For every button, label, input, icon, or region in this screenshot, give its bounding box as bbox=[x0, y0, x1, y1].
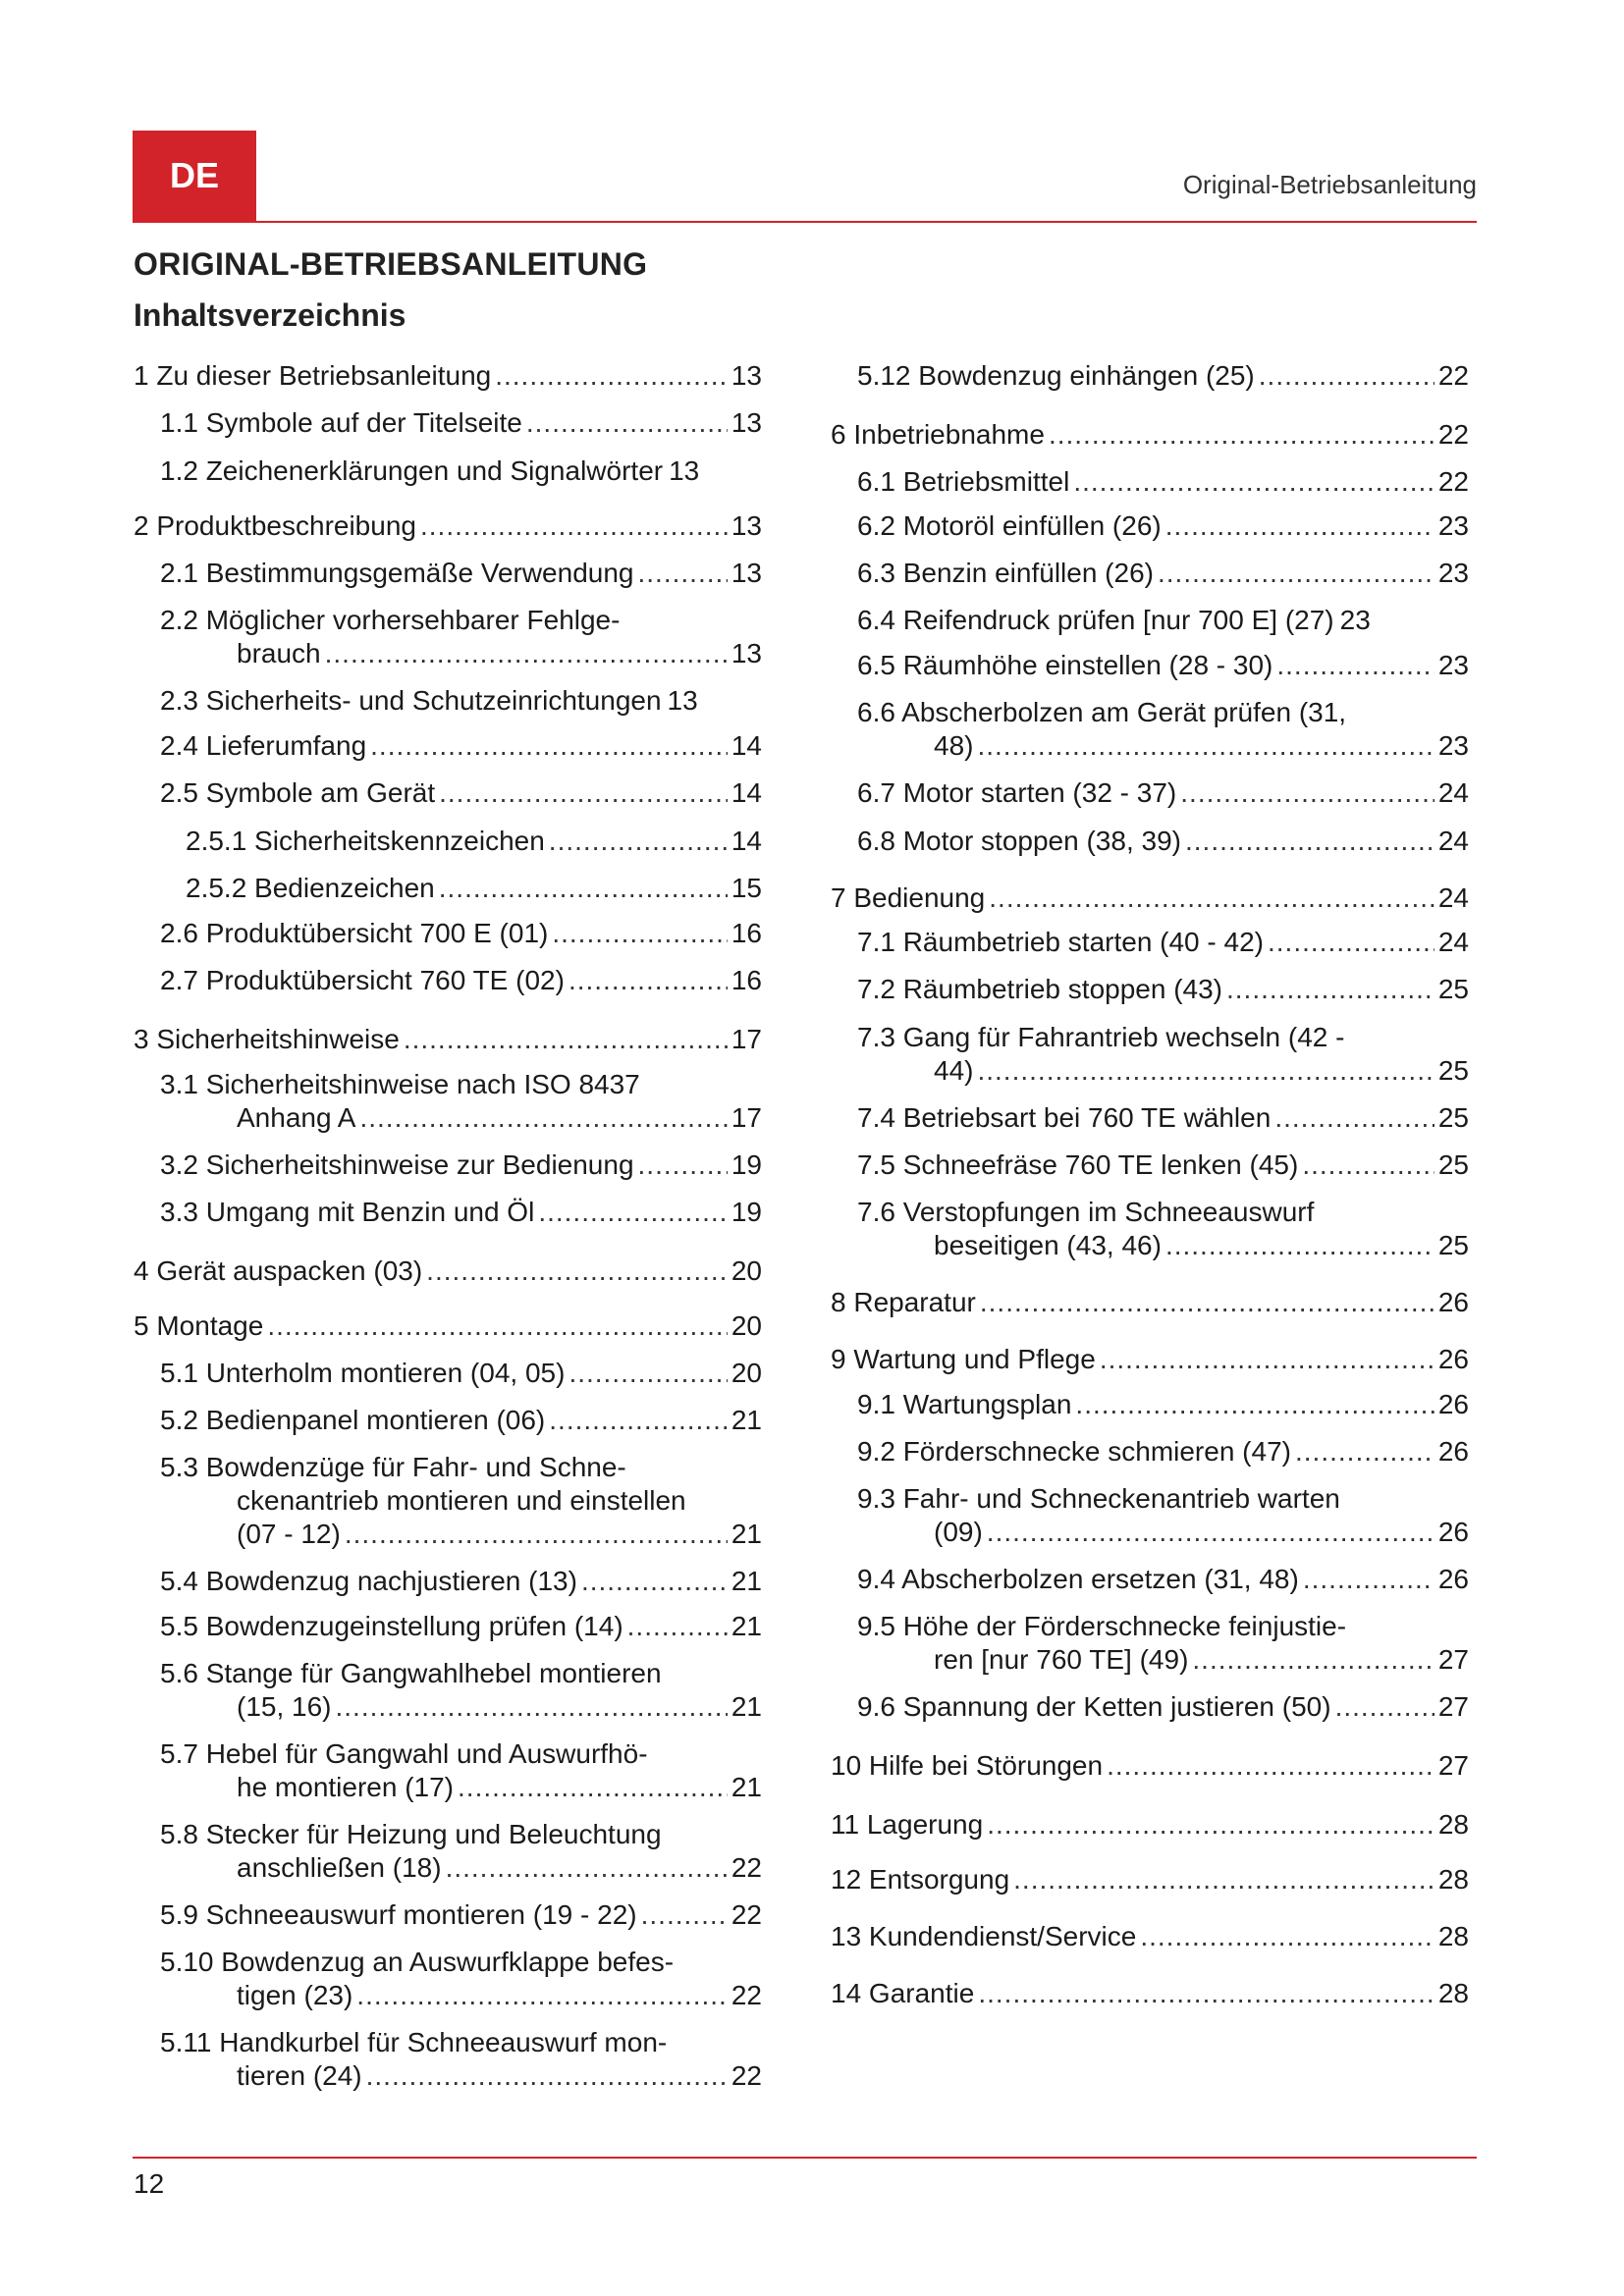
toc-entry[interactable]: 2.7 Produktübersicht 760 TE (02) ..... 16 bbox=[134, 964, 762, 997]
toc-entry[interactable]: 2.3 Sicherheits- und Schutzeinrichtungen 13 bbox=[160, 685, 698, 716]
toc-entry[interactable]: 2.2 Möglicher vorhersehbarer Fehlge- brauch ..... 13 bbox=[134, 604, 762, 670]
toc-entry[interactable]: 7.6 Verstopfungen im Schneeauswurf beseitigen (43, 46) ..... 25 bbox=[831, 1196, 1469, 1262]
toc-entry[interactable]: 7.2 Räumbetrieb stoppen (43) ..... 25 bbox=[831, 973, 1469, 1006]
toc-entry[interactable]: 11 Lagerung ..... 28 bbox=[831, 1808, 1469, 1842]
toc-entry[interactable]: 9.3 Fahr- und Schneckenantrieb warten (09) ..... 26 bbox=[831, 1482, 1469, 1549]
toc-entry[interactable]: 10 Hilfe bei Störungen ..... 27 bbox=[831, 1749, 1469, 1783]
page-number: 12 bbox=[134, 2168, 165, 2199]
toc-entry[interactable]: 5.10 Bowdenzug an Auswurfklappe befes- tigen (23) ..... 22 bbox=[134, 1946, 762, 2012]
toc-entry[interactable]: 13 Kundendienst/Service ..... 28 bbox=[831, 1920, 1469, 1953]
toc-entry[interactable]: 2.5 Symbole am Gerät ..... 14 bbox=[134, 776, 762, 810]
document-title: ORIGINAL-BETRIEBSANLEITUNG bbox=[134, 246, 648, 282]
toc-entry[interactable]: 9.5 Höhe der Förderschnecke feinjustie- ren [nur 760 TE] (49) ..... 27 bbox=[831, 1610, 1469, 1677]
toc-entry[interactable]: 9.4 Abscherbolzen ersetzen (31, 48) ..... 26 bbox=[831, 1563, 1469, 1596]
toc-entry[interactable]: 3.2 Sicherheitshinweise zur Bedienung ..... 19 bbox=[134, 1148, 762, 1182]
toc-entry[interactable]: 5.12 Bowdenzug einhängen (25) ..... 22 bbox=[831, 359, 1469, 393]
toc-entry[interactable]: 5.7 Hebel für Gangwahl und Auswurfhö- he montieren (17) ..... 21 bbox=[134, 1737, 762, 1804]
toc-entry[interactable]: 2.4 Lieferumfang ..... 14 bbox=[134, 729, 762, 763]
toc-entry[interactable]: 7.3 Gang für Fahrantrieb wechseln (42 - 44) ..... 25 bbox=[831, 1021, 1469, 1088]
toc-entry[interactable]: 6.2 Motoröl einfüllen (26) ..... 23 bbox=[831, 509, 1469, 543]
header-rule bbox=[133, 221, 1477, 223]
toc-entry[interactable]: 14 Garantie ..... 28 bbox=[831, 1977, 1469, 2010]
toc-entry[interactable]: 5.9 Schneeauswurf montieren (19 - 22) ..... 22 bbox=[134, 1898, 762, 1932]
toc-entry[interactable]: 9 Wartung und Pflege ..... 26 bbox=[831, 1343, 1469, 1376]
toc-entry[interactable]: 9.6 Spannung der Ketten justieren (50) ..... 27 bbox=[831, 1690, 1469, 1724]
toc-entry[interactable]: 6.3 Benzin einfüllen (26) ..... 23 bbox=[831, 557, 1469, 590]
toc-entry[interactable]: 6.6 Abscherbolzen am Gerät prüfen (31, 48) ..... 23 bbox=[831, 696, 1469, 763]
toc-entry[interactable]: 1.2 Zeichenerklärungen und Signalwörter 13 bbox=[160, 455, 700, 486]
toc-heading: Inhaltsverzeichnis bbox=[134, 297, 406, 333]
header-title: Original-Betriebsanleitung bbox=[1182, 170, 1477, 199]
toc-entry[interactable]: 5.6 Stange für Gangwahlhebel montieren (15, 16) ..... 21 bbox=[134, 1657, 762, 1724]
toc-entry[interactable]: 2.5.2 Bedienzeichen ..... 15 bbox=[134, 872, 762, 905]
toc-entry[interactable]: 9.1 Wartungsplan ..... 26 bbox=[831, 1388, 1469, 1421]
toc-entry[interactable]: 7.4 Betriebsart bei 760 TE wählen ..... 25 bbox=[831, 1101, 1469, 1135]
language-badge bbox=[133, 131, 256, 221]
footer-rule bbox=[133, 2157, 1477, 2159]
toc-entry[interactable]: 7 Bedienung ..... 24 bbox=[831, 881, 1469, 915]
toc-entry[interactable]: 5.4 Bowdenzug nachjustieren (13) ..... 21 bbox=[134, 1565, 762, 1598]
toc-entry[interactable]: 2.5.1 Sicherheitskennzeichen ..... 14 bbox=[134, 825, 762, 858]
toc-entry[interactable]: 12 Entsorgung ..... 28 bbox=[831, 1863, 1469, 1896]
toc-entry[interactable]: 5.3 Bowdenzüge für Fahr- und Schne- ckenantrieb montieren und einstellen (07 - 12) ..... 21 bbox=[134, 1451, 762, 1551]
toc-entry[interactable]: 5.2 Bedienpanel montieren (06) ..... 21 bbox=[134, 1404, 762, 1437]
toc-entry[interactable]: 3.1 Sicherheitshinweise nach ISO 8437 Anhang A ..... 17 bbox=[134, 1068, 762, 1135]
toc-entry[interactable]: 3.3 Umgang mit Benzin und Öl ..... 19 bbox=[134, 1196, 762, 1229]
toc-entry[interactable]: 2.1 Bestimmungsgemäße Verwendung ..... 13 bbox=[134, 557, 762, 590]
toc-entry[interactable]: 4 Gerät auspacken (03) ..... 20 bbox=[134, 1255, 762, 1288]
toc-entry[interactable]: 5 Montage ..... 20 bbox=[134, 1309, 762, 1343]
toc-entry[interactable]: 6.5 Räumhöhe einstellen (28 - 30) ..... 23 bbox=[831, 649, 1469, 682]
toc-entry[interactable]: 6.8 Motor stoppen (38, 39) ..... 24 bbox=[831, 825, 1469, 858]
toc-entry[interactable]: 1.1 Symbole auf der Titelseite ..... 13 bbox=[134, 406, 762, 440]
toc-entry[interactable]: 5.1 Unterholm montieren (04, 05) ..... 20 bbox=[134, 1357, 762, 1390]
toc-entry[interactable]: 5.11 Handkurbel für Schneeauswurf mon- tieren (24) ..... 22 bbox=[134, 2026, 762, 2093]
toc-entry[interactable]: 6.4 Reifendruck prüfen [nur 700 E] (27) 23 bbox=[857, 605, 1371, 635]
language-code: DE bbox=[169, 155, 219, 195]
toc-entry[interactable]: 6 Inbetriebnahme ..... 22 bbox=[831, 418, 1469, 452]
toc-entry[interactable]: 5.5 Bowdenzugeinstellung prüfen (14) ..... 21 bbox=[134, 1610, 762, 1643]
toc-entry[interactable]: 8 Reparatur ..... 26 bbox=[831, 1286, 1469, 1319]
toc-entry[interactable]: 2 Produktbeschreibung ..... 13 bbox=[134, 509, 762, 543]
toc-entry[interactable]: 6.1 Betriebsmittel ..... 22 bbox=[831, 465, 1469, 499]
toc-entry[interactable]: 2.6 Produktübersicht 700 E (01) ..... 16 bbox=[134, 917, 762, 950]
toc-entry[interactable]: 9.2 Förderschnecke schmieren (47) ..... 26 bbox=[831, 1435, 1469, 1468]
toc-entry[interactable]: 1 Zu dieser Betriebsanleitung ..... 13 bbox=[134, 359, 762, 393]
toc-entry[interactable]: 3 Sicherheitshinweise ..... 17 bbox=[134, 1023, 762, 1056]
toc-entry[interactable]: 5.8 Stecker für Heizung und Beleuchtung anschließen (18) ..... 22 bbox=[134, 1818, 762, 1885]
toc-entry[interactable]: 7.5 Schneefräse 760 TE lenken (45) ..... 25 bbox=[831, 1148, 1469, 1182]
toc-entry[interactable]: 6.7 Motor starten (32 - 37) ..... 24 bbox=[831, 776, 1469, 810]
toc-entry[interactable]: 7.1 Räumbetrieb starten (40 - 42) ..... 24 bbox=[831, 926, 1469, 959]
